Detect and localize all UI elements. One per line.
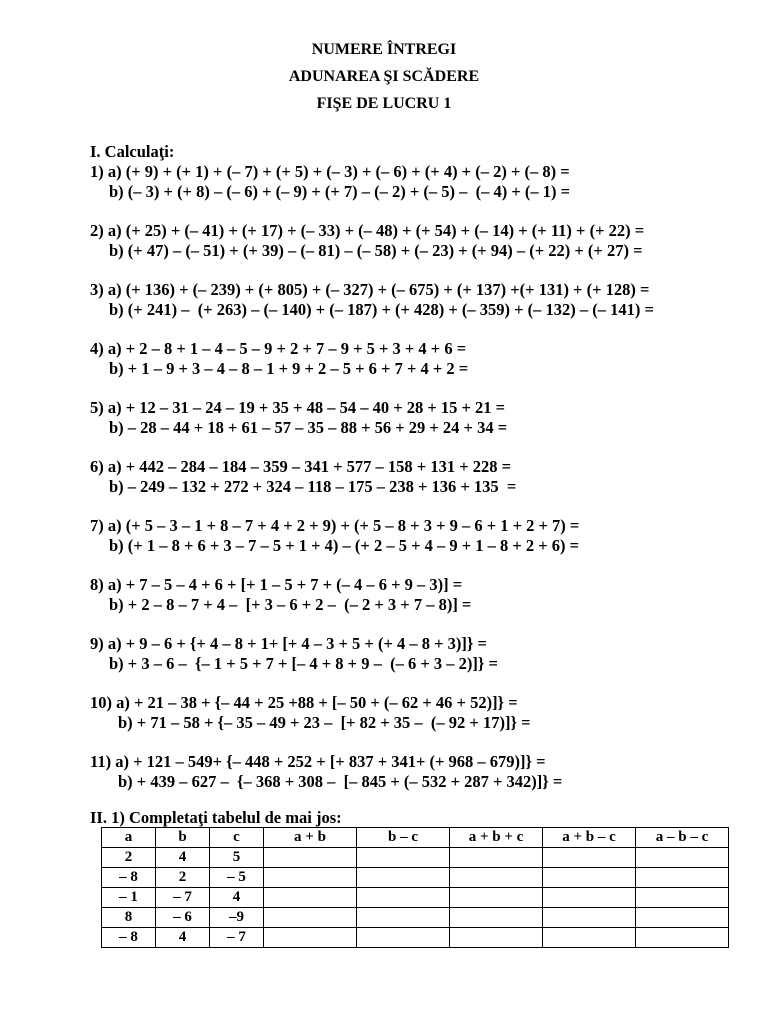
answer-cell[interactable]	[543, 908, 636, 928]
table-header-cell: a + b – c	[543, 828, 636, 848]
given-value-cell: – 7	[210, 928, 264, 948]
answer-cell[interactable]	[357, 928, 450, 948]
table-header-cell: b – c	[357, 828, 450, 848]
given-value-cell: – 8	[102, 928, 156, 948]
exercise-part-a: 11) a) + 121 – 549+ {– 448 + 252 + [+ 837 + 341+ (+ 968 – 679)]} =	[90, 752, 546, 771]
given-value-cell: 8	[102, 908, 156, 928]
header-title: NUMERE ÎNTREGI	[311, 41, 457, 58]
table-body	[102, 848, 729, 948]
given-value-cell: – 5	[210, 868, 264, 888]
exercise-part-b: b) (– 3) + (+ 8) – (– 6) + (– 9) + (+ 7) – (– 2) + (– 5) – (– 4) + (– 1) =	[109, 182, 571, 201]
answer-cell[interactable]	[636, 928, 729, 948]
given-value-cell: – 7	[156, 888, 210, 908]
exercise-part-b: b) (+ 47) – (– 51) + (+ 39) – (– 81) – (– 58) + (– 23) + (+ 94) – (+ 22) + (+ 27) =	[109, 241, 643, 260]
table-header-cell: b	[156, 828, 210, 848]
answer-cell[interactable]	[264, 928, 357, 948]
table-header-cell: a + b + c	[450, 828, 543, 848]
answer-cell[interactable]	[636, 908, 729, 928]
answer-cell[interactable]	[264, 908, 357, 928]
table-row	[102, 848, 729, 868]
exercise-part-b: b) + 439 – 627 – {– 368 + 308 – [– 845 + (– 532 + 287 + 342)]} =	[118, 772, 563, 791]
table-row	[102, 928, 729, 948]
answer-cell[interactable]	[264, 868, 357, 888]
exercise-part-a: 2) a) (+ 25) + (– 41) + (+ 17) + (– 33) + (– 48) + (+ 54) + (– 14) + (+ 11) + (+ 22) =	[90, 221, 645, 240]
answer-cell[interactable]	[357, 888, 450, 908]
exercise-part-a: 8) a) + 7 – 5 – 4 + 6 + [+ 1 – 5 + 7 + (– 4 – 6 + 9 – 3)] =	[90, 575, 463, 594]
answer-cell[interactable]	[543, 848, 636, 868]
exercise-part-b: b) + 1 – 9 + 3 – 4 – 8 – 1 + 9 + 2 – 5 + 6 + 7 + 4 + 2 =	[109, 359, 469, 378]
exercise-part-b: b) + 71 – 58 + {– 35 – 49 + 23 – [+ 82 + 35 – (– 92 + 17)]} =	[118, 713, 531, 732]
exercise-part-b: b) (+ 1 – 8 + 6 + 3 – 7 – 5 + 1 + 4) – (+ 2 – 5 + 4 – 9 + 1 – 8 + 2 + 6) =	[109, 536, 580, 555]
table-row	[102, 908, 729, 928]
answer-cell[interactable]	[450, 908, 543, 928]
given-value-cell: 5	[210, 848, 264, 868]
exercise-part-b: b) – 28 – 44 + 18 + 61 – 57 – 35 – 88 + 56 + 29 + 24 + 34 =	[109, 418, 508, 437]
exercise-part-b: b) (+ 241) – (+ 263) – (– 140) + (– 187) + (+ 428) + (– 359) + (– 132) – (– 141) =	[109, 300, 654, 319]
answer-cell[interactable]	[543, 868, 636, 888]
answer-cell[interactable]	[636, 868, 729, 888]
worksheet-header	[0, 36, 768, 117]
given-value-cell: 2	[156, 868, 210, 888]
answer-cell[interactable]	[450, 868, 543, 888]
exercise-part-b: b) – 249 – 132 + 272 + 324 – 118 – 175 – 238 + 136 + 135 =	[109, 477, 517, 496]
exercise-part-b: b) + 3 – 6 – {– 1 + 5 + 7 + [– 4 + 8 + 9 – (– 6 + 3 – 2)]} =	[109, 654, 498, 673]
table-header-cell: a + b	[264, 828, 357, 848]
answer-cell[interactable]	[357, 868, 450, 888]
given-value-cell: – 6	[156, 908, 210, 928]
table-row	[102, 888, 729, 908]
answer-cell[interactable]	[450, 928, 543, 948]
table-header-cell: c	[210, 828, 264, 848]
exercise-part-a: 10) a) + 21 – 38 + {– 44 + 25 +88 + [– 50 + (– 62 + 46 + 52)]} =	[90, 693, 518, 712]
table-row	[102, 868, 729, 888]
answer-cell[interactable]	[636, 888, 729, 908]
header-subtitle: ADUNAREA ŞI SCĂDERE	[288, 68, 480, 85]
answer-cell[interactable]	[450, 888, 543, 908]
exercise-part-a: 9) a) + 9 – 6 + {+ 4 – 8 + 1+ [+ 4 – 3 + 5 + (+ 4 – 8 + 3)]} =	[90, 634, 487, 653]
given-value-cell: –9	[210, 908, 264, 928]
given-value-cell: 4	[156, 928, 210, 948]
answer-cell[interactable]	[357, 848, 450, 868]
table-header-cell: a	[102, 828, 156, 848]
given-value-cell: 4	[210, 888, 264, 908]
header-worksheet-label: FIŞE DE LUCRU 1	[316, 95, 452, 112]
exercise-part-a: 4) a) + 2 – 8 + 1 – 4 – 5 – 9 + 2 + 7 – 9 + 5 + 3 + 4 + 6 =	[90, 339, 467, 358]
answer-cell[interactable]	[264, 848, 357, 868]
given-value-cell: 4	[156, 848, 210, 868]
exercise-part-a: 1) a) (+ 9) + (+ 1) + (– 7) + (+ 5) + (– 3) + (– 6) + (+ 4) + (– 2) + (– 8) =	[90, 162, 570, 181]
answer-cell[interactable]	[543, 888, 636, 908]
answer-cell[interactable]	[357, 908, 450, 928]
answer-cell[interactable]	[543, 928, 636, 948]
exercise-part-b: b) + 2 – 8 – 7 + 4 – [+ 3 – 6 + 2 – (– 2 + 3 + 7 – 8)] =	[109, 595, 472, 614]
exercise-part-a: 5) a) + 12 – 31 – 24 – 19 + 35 + 48 – 54 – 40 + 28 + 15 + 21 =	[90, 398, 506, 417]
answer-cell[interactable]	[450, 848, 543, 868]
answer-cell[interactable]	[636, 848, 729, 868]
given-value-cell: – 8	[102, 868, 156, 888]
given-value-cell: – 1	[102, 888, 156, 908]
table-header-cell: a – b – c	[636, 828, 729, 848]
completion-table	[101, 827, 729, 948]
exercise-part-a: 7) a) (+ 5 – 3 – 1 + 8 – 7 + 4 + 2 + 9) + (+ 5 – 8 + 3 + 9 – 6 + 1 + 2 + 7) =	[90, 516, 580, 535]
section1-title: I. Calculaţi:	[90, 142, 175, 161]
given-value-cell: 2	[102, 848, 156, 868]
answer-cell[interactable]	[264, 888, 357, 908]
table-header-row	[102, 828, 729, 848]
exercise-part-a: 3) a) (+ 136) + (– 239) + (+ 805) + (– 327) + (– 675) + (+ 137) +(+ 131) + (+ 128) =	[90, 280, 650, 299]
section2-title: II. 1) Completaţi tabelul de mai jos:	[90, 808, 342, 827]
exercise-part-a: 6) a) + 442 – 284 – 184 – 359 – 341 + 577 – 158 + 131 + 228 =	[90, 457, 511, 476]
